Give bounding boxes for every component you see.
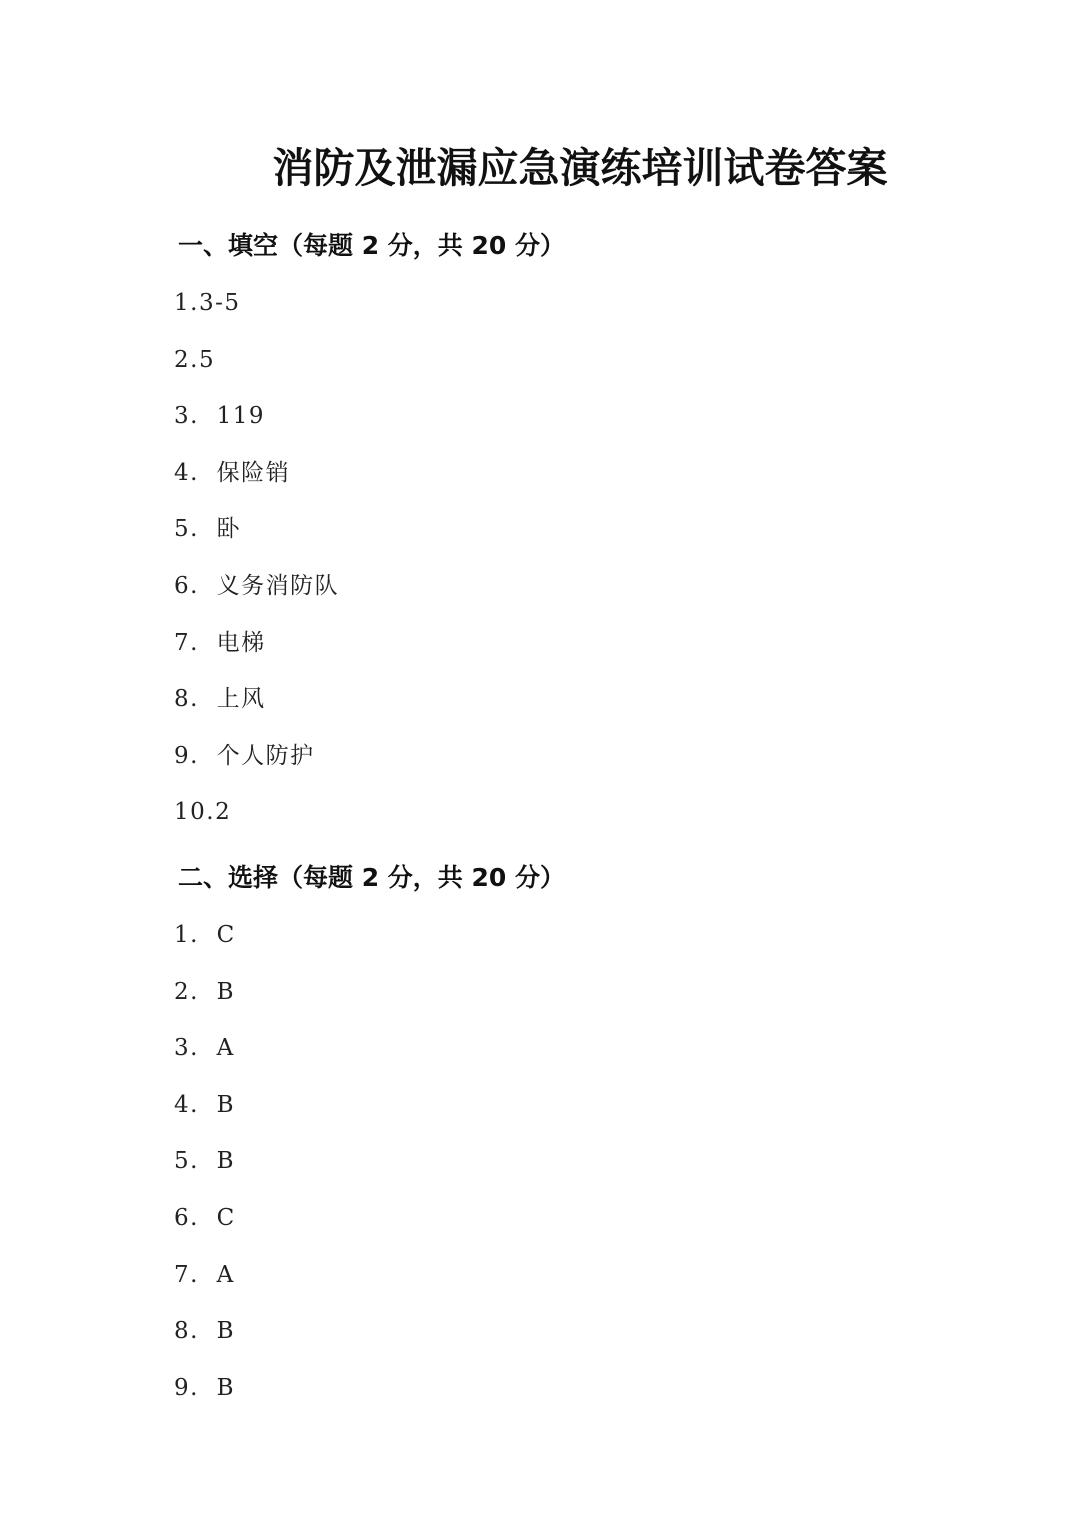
answer-item: 7. A — [174, 1261, 235, 1288]
multiple-choice-answer-list — [174, 917, 236, 1426]
answer-item: 4. B — [174, 1091, 235, 1118]
answer-item: 1.3-5 — [174, 290, 241, 316]
answer-item: 6. C — [174, 1204, 236, 1231]
answer-item: 6. 义务消防队 — [174, 572, 340, 599]
answer-item: 3. 119 — [174, 403, 265, 430]
answer-item: 4. 保险销 — [174, 459, 291, 486]
answer-item: 5. B — [174, 1148, 235, 1175]
answer-item: 5. 卧 — [174, 516, 242, 543]
section-heading-fill-in: 一、填空（每题 2 分，共 20 分） — [178, 231, 566, 260]
answer-item: 9. B — [174, 1374, 235, 1401]
answer-item: 8. 上风 — [174, 686, 266, 713]
document-title: 消防及泄漏应急演练培训试卷答案 — [272, 144, 888, 192]
answer-item: 2.5 — [174, 346, 216, 373]
answer-item: 2. B — [174, 978, 235, 1005]
answer-item: 10.2 — [174, 799, 232, 826]
answer-item: 3. A — [174, 1035, 235, 1062]
fill-in-answer-list — [174, 285, 339, 851]
answer-item: 7. 电梯 — [174, 629, 266, 656]
answer-item: 1. C — [174, 922, 236, 948]
section-heading-multiple-choice: 二、选择（每题 2 分，共 20 分） — [178, 863, 566, 892]
answer-item: 9. 个人防护 — [174, 742, 315, 769]
answer-item: 8. B — [174, 1318, 235, 1345]
